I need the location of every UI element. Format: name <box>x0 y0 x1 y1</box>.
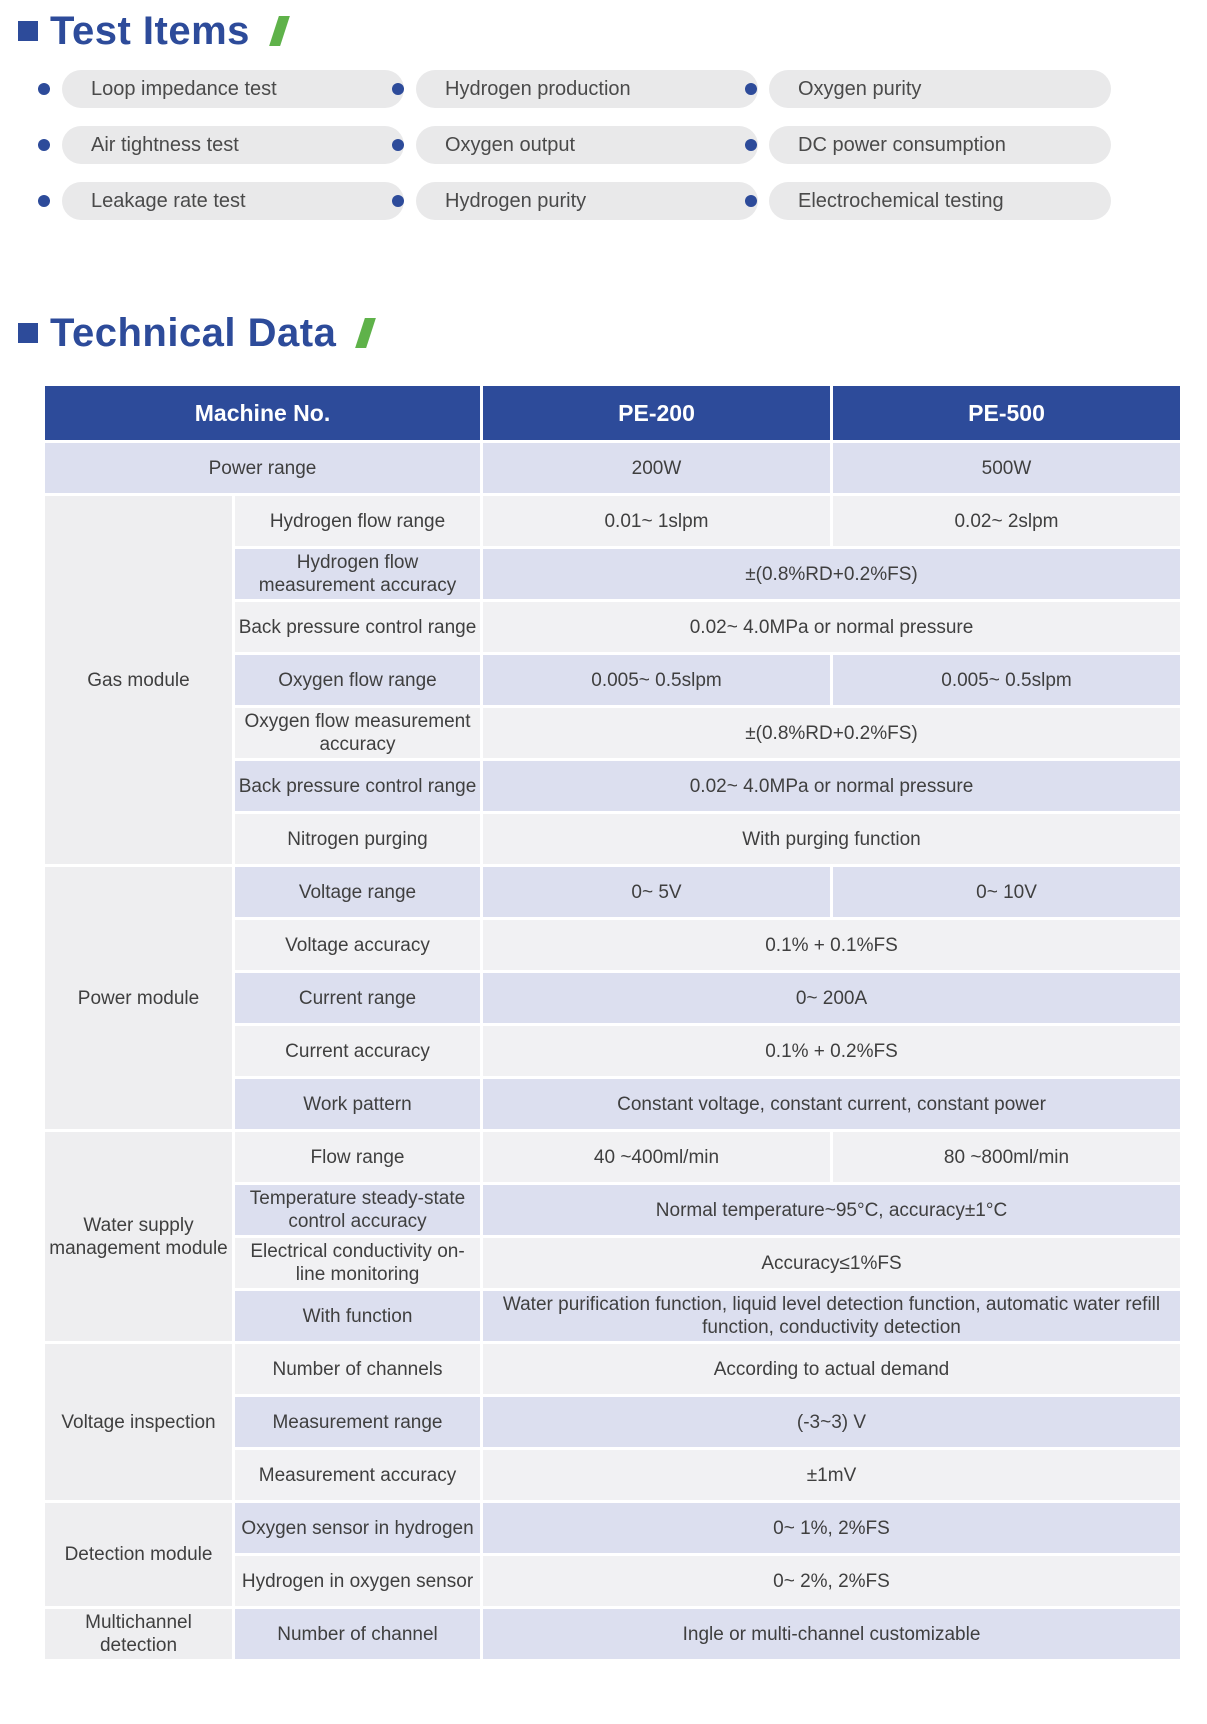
row-label: Measurement accuracy <box>235 1450 480 1500</box>
cell-value: 0.02~ 4.0MPa or normal pressure <box>483 602 1180 652</box>
row-label: With function <box>235 1291 480 1341</box>
row-label: Back pressure control range <box>235 602 480 652</box>
row-label: Current accuracy <box>235 1026 480 1076</box>
table-row <box>45 443 1180 493</box>
group-label-power-module: Power module <box>45 867 232 1129</box>
cell-value: 0.1% + 0.2%FS <box>483 1026 1180 1076</box>
test-item-label: Electrochemical testing <box>769 182 1111 220</box>
row-label: Power range <box>45 443 480 493</box>
cell-value: 0.01~ 1slpm <box>483 496 830 546</box>
group-label-multichannel: Multichannel detection <box>45 1609 232 1659</box>
test-item-label: Loop impedance test <box>62 70 404 108</box>
cell-value: 0.1% + 0.1%FS <box>483 920 1180 970</box>
test-item-label: Hydrogen production <box>416 70 758 108</box>
heading-slash-icon <box>355 318 376 348</box>
cell-value: 500W <box>833 443 1180 493</box>
cell-value: 80 ~800ml/min <box>833 1132 1180 1182</box>
cell-value: Constant voltage, constant current, constant power <box>483 1079 1180 1129</box>
row-label: Oxygen sensor in hydrogen <box>235 1503 480 1553</box>
row-label: Electrical conductivity on-line monitoring <box>235 1238 480 1288</box>
cell-value: Accuracy≤1%FS <box>483 1238 1180 1288</box>
row-label: Oxygen flow measurement accuracy <box>235 708 480 758</box>
cell-value: 0~ 2%, 2%FS <box>483 1556 1180 1606</box>
technical-data-heading <box>18 308 371 358</box>
row-label: Flow range <box>235 1132 480 1182</box>
row-label: Voltage range <box>235 867 480 917</box>
table-header-row <box>45 386 1180 440</box>
cell-value: Normal temperature~95°C, accuracy±1°C <box>483 1185 1180 1235</box>
bullet-dot-icon <box>392 83 404 95</box>
row-label: Number of channel <box>235 1609 480 1659</box>
cell-value: 0.02~ 2slpm <box>833 496 1180 546</box>
header-pe500: PE-500 <box>833 386 1180 440</box>
cell-value: With purging function <box>483 814 1180 864</box>
cell-value: 0.005~ 0.5slpm <box>833 655 1180 705</box>
cell-value: 0.02~ 4.0MPa or normal pressure <box>483 761 1180 811</box>
test-item-label: Leakage rate test <box>62 182 404 220</box>
row-label: Number of channels <box>235 1344 480 1394</box>
row-label: Work pattern <box>235 1079 480 1129</box>
group-label-water-module: Water supply management module <box>45 1132 232 1341</box>
cell-value: 0~ 200A <box>483 973 1180 1023</box>
test-items-list <box>0 0 1207 260</box>
cell-value: ±1mV <box>483 1450 1180 1500</box>
table-row <box>45 1503 1180 1553</box>
group-label-voltage-inspection: Voltage inspection <box>45 1344 232 1500</box>
cell-value: 0~ 5V <box>483 867 830 917</box>
row-label: Back pressure control range <box>235 761 480 811</box>
cell-value: 0~ 10V <box>833 867 1180 917</box>
cell-value: ±(0.8%RD+0.2%FS) <box>483 549 1180 599</box>
bullet-dot-icon <box>392 139 404 151</box>
cell-value: ±(0.8%RD+0.2%FS) <box>483 708 1180 758</box>
group-label-detection-module: Detection module <box>45 1503 232 1606</box>
bullet-dot-icon <box>38 195 50 207</box>
row-label: Temperature steady-state control accuracy <box>235 1185 480 1235</box>
row-label: Measurement range <box>235 1397 480 1447</box>
heading-square-icon <box>18 323 38 343</box>
table-row <box>45 496 1180 546</box>
cell-value: (-3~3) V <box>483 1397 1180 1447</box>
bullet-dot-icon <box>745 195 757 207</box>
cell-value: 40 ~400ml/min <box>483 1132 830 1182</box>
header-machine-no: Machine No. <box>45 386 480 440</box>
row-label: Hydrogen flow range <box>235 496 480 546</box>
test-item-label: Oxygen purity <box>769 70 1111 108</box>
technical-data-table <box>42 383 1183 1662</box>
row-label: Hydrogen in oxygen sensor <box>235 1556 480 1606</box>
row-label: Current range <box>235 973 480 1023</box>
bullet-dot-icon <box>392 195 404 207</box>
test-item-label: Oxygen output <box>416 126 758 164</box>
bullet-dot-icon <box>745 139 757 151</box>
table-row <box>45 1344 1180 1394</box>
cell-value: 0.005~ 0.5slpm <box>483 655 830 705</box>
cell-value: Ingle or multi-channel customizable <box>483 1609 1180 1659</box>
row-label: Hydrogen flow measurement accuracy <box>235 549 480 599</box>
test-item-label: Air tightness test <box>62 126 404 164</box>
bullet-dot-icon <box>38 83 50 95</box>
row-label: Voltage accuracy <box>235 920 480 970</box>
cell-value: According to actual demand <box>483 1344 1180 1394</box>
table-row <box>45 1609 1180 1659</box>
cell-value: Water purification function, liquid level detection function, automatic water refill function, conductivity detection <box>483 1291 1180 1341</box>
test-item-label: Hydrogen purity <box>416 182 758 220</box>
table-row <box>45 867 1180 917</box>
bullet-dot-icon <box>745 83 757 95</box>
test-items-title: Test Items <box>50 8 250 53</box>
group-label-gas-module: Gas module <box>45 496 232 864</box>
bullet-dot-icon <box>38 139 50 151</box>
cell-value: 0~ 1%, 2%FS <box>483 1503 1180 1553</box>
header-pe200: PE-200 <box>483 386 830 440</box>
table-row <box>45 1132 1180 1182</box>
technical-data-title: Technical Data <box>50 310 337 355</box>
cell-value: 200W <box>483 443 830 493</box>
row-label: Nitrogen purging <box>235 814 480 864</box>
test-item-label: DC power consumption <box>769 126 1111 164</box>
row-label: Oxygen flow range <box>235 655 480 705</box>
